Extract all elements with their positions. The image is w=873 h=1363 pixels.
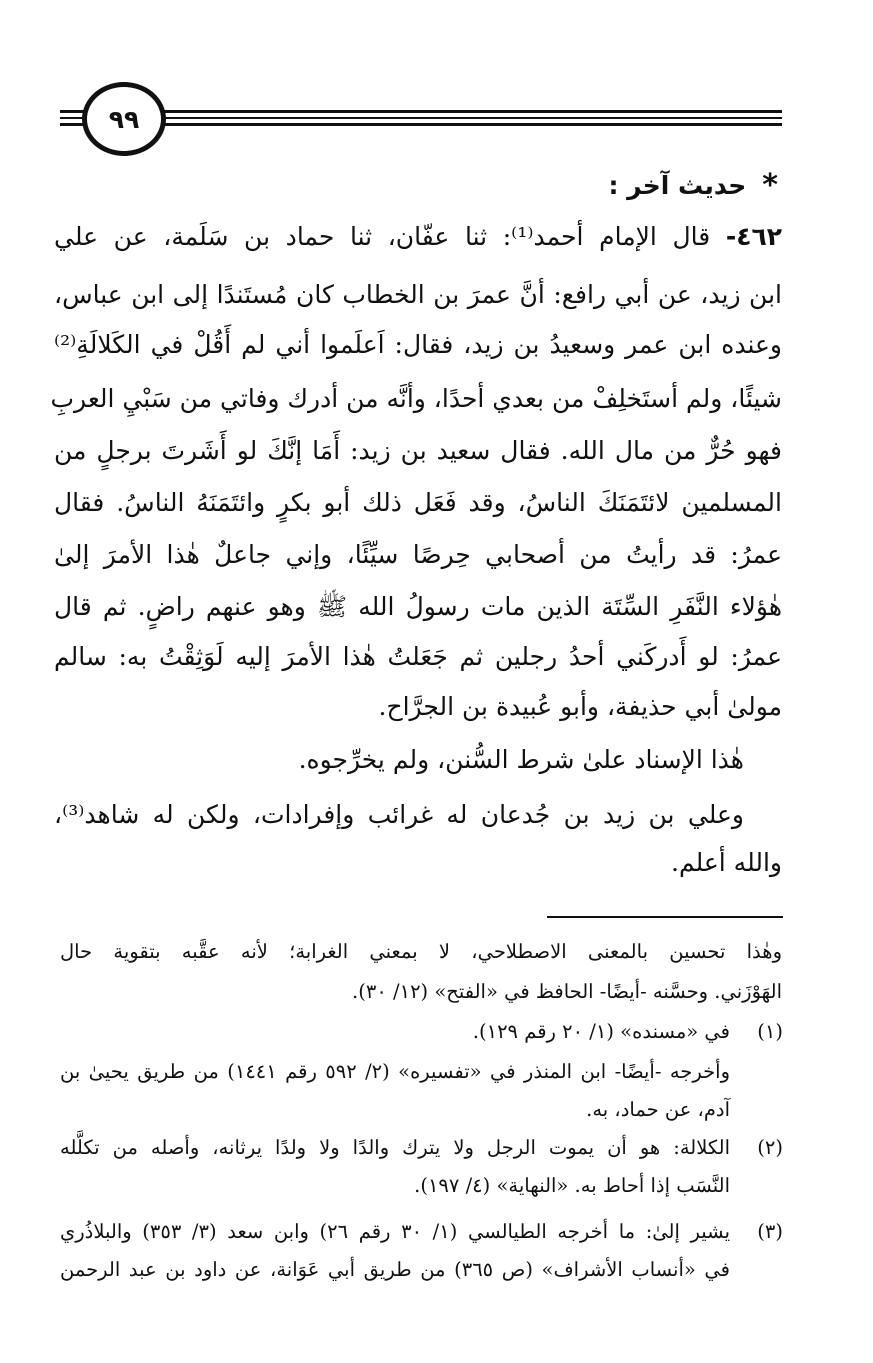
header-rule-middle: [60, 117, 782, 119]
main-line-2: ابن زيد، عن أبي رافع: أنَّ عمرَ بن الخطاب كان مُستَندًا إلى ابن عباس،: [54, 280, 782, 309]
asterisk-icon: *: [762, 168, 778, 203]
main-line-text: قال الإمام أحمد⁽¹⁾: ثنا عفّان، ثنا حماد بن سَلَمة، عن علي: [54, 222, 711, 251]
main-line-4: شيئًا، ولم أستَخلِفْ من بعدي أحدًا، وأنَّه من أدرك وفاتي من سَبْيِ العربِ: [50, 384, 782, 413]
footnote-continuation-line-2: الهَوْزَني. وحسَّنه -أيضًا- الحافظ في «الفتح» (١٢/ ٣٠).: [352, 980, 782, 1003]
main-line-7: عمرُ: قد رأيتُ من أصحابي حِرصًا سيِّئًا، وإني جاعلٌ هٰذا الأمرَ إلىٰ: [54, 540, 782, 569]
paragraph-isnad: هٰذا الإسناد علىٰ شرط السُّنن، ولم يخرِّجوه.: [298, 745, 744, 774]
header-rule-bottom: [60, 123, 782, 126]
footnote-3-line-1: يشير إلىٰ: ما أخرجه الطيالسي (١/ ٣٠ رقم ٢٦) وابن سعد (٣/ ٣٥٣) والبلاذُري: [60, 1220, 730, 1243]
paragraph-ali-line-2: والله أعلم.: [671, 848, 782, 877]
main-line-8: هٰؤلاء النَّفَرِ السِّتَة الذين مات رسولُ الله ﷺ وهو عنهم راضٍ. ثم قال: [54, 592, 782, 621]
paragraph-ali-line-1: وعلي بن زيد بن جُدعان له غرائب وإفرادات، ولكن له شاهد⁽³⁾،: [54, 800, 744, 829]
footnote-marker-3: (٣): [757, 1220, 783, 1243]
footnote-separator: [547, 916, 783, 918]
footnote-2-line-1: الكلالة: هو أن يموت الرجل ولا يترك والدًا ولا ولدًا يرثانه، وأصله من تكلَّله: [60, 1136, 730, 1159]
main-line-5: فهو حُرٌّ من مال الله. فقال سعيد بن زيد: أَمَا إنَّكَ لو أَشَرتَ برجلٍ من: [54, 436, 782, 465]
header-rule-top: [60, 110, 782, 113]
footnote-marker-2: (٢): [757, 1136, 783, 1159]
footnote-1-line-1: في «مسنده» (١/ ٢٠ رقم ١٢٩).: [472, 1020, 730, 1043]
main-line-1: [54, 222, 782, 251]
footnote-1b-line-1: وأخرجه -أيضًا- ابن المنذر في «تفسيره» (٢/ ٥٩٢ رقم ١٤٤١) من طريق يحيىٰ بن: [60, 1060, 730, 1083]
main-line-9: عمرُ: لو أَدركَني أحدُ رجلين ثم جَعَلتُ هٰذا الأمرَ إليه لَوَثِقْتُ به: سالم: [54, 642, 782, 671]
section-heading: [608, 168, 778, 203]
main-line-6: المسلمين لائتَمَنَكَ الناسُ، وقد فَعَل ذلك أبو بكرٍ وائتَمَنَهُ الناسُ. فقال: [54, 488, 782, 517]
footnote-continuation-line-1: وهٰذا تحسين بالمعنى الاصطلاحي، لا بمعني الغرابة؛ لأنه عقَّبه بتقوية حال: [60, 940, 782, 963]
hadith-number: ٤٦٢-: [725, 222, 783, 251]
section-title: حديث آخر :: [608, 171, 747, 200]
main-line-10: مولىٰ أبي حذيفة، وأبو عُبيدة بن الجرَّاح.: [378, 692, 782, 721]
footnote-3-line-2: في «أنساب الأشراف» (ص ٣٦٥) من طريق أبي عَوَانة، عن داود بن عبد الرحمن: [60, 1258, 730, 1281]
footnote-marker-1: (١): [757, 1020, 783, 1043]
footnote-2-line-2: النَّسَب إذا أحاط به. «النهاية» (٤/ ١٩٧).: [414, 1174, 730, 1197]
page-number: ٩٩: [82, 82, 166, 156]
footnote-1b-line-2: آدم، عن حماد، به.: [586, 1098, 730, 1121]
main-line-3: وعنده ابن عمر وسعيدُ بن زيد، فقال: اَعلَموا أني لم أَقُلْ في الكَلالَةِ⁽²⁾: [54, 330, 782, 359]
